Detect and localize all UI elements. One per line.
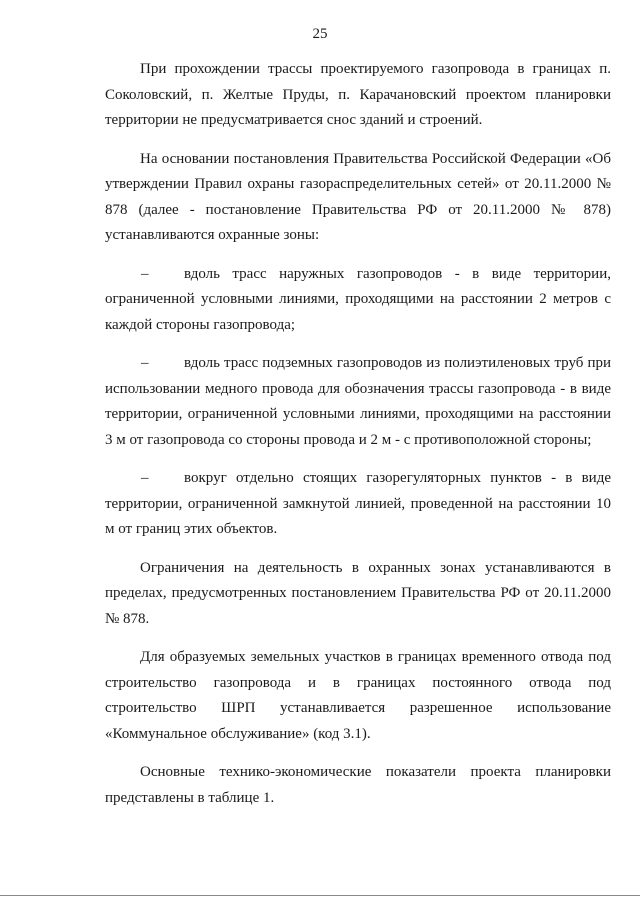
list-item-text: вокруг отдельно стоящих газорегуляторных пунктов - в виде территории, ограниченной замкнутой линией, проведенной на расстоянии 10 м от границ этих объектов. [105,470,611,537]
paragraph-land-use: Для образуемых земельных участков в границах временного отвода под строительство газопровода и в границах постоянного отвода под строительство ШРП устанавливается разрешенное использование «Коммунальное обслуживание» (код 3.1). [105,649,611,742]
document-body [105,57,611,824]
paragraph-restrictions: Ограничения на деятельность в охранных зонах устанавливаются в пределах, предусмотренных постановлением Правительства РФ от 20.11.2000 № 878. [105,559,611,627]
page-number: 25 [312,26,328,42]
list-dash: – [141,265,149,282]
list-item-text: вдоль трасс подземных газопроводов из полиэтиленовых труб при использовании медного провода для обозначения трассы газопровода - в виде территории, ограниченной условными линиями, проходящими на расстоянии 3 м от газопровода со стороны провода и 2 м - с противоположной стороны; [105,355,611,448]
list-item-text: вдоль трасс наружных газопроводов - в виде территории, ограниченной условными линиями, проходящими на расстоянии 2 метров с каждой стороны газопровода; [105,265,611,333]
list-item-gas-regulator-points [105,466,611,543]
list-dash: – [141,470,149,486]
paragraph-protection-zones-basis: На основании постановления Правительства Российской Федерации «Об утверждении Правил охраны газораспределительных сетей» от 20.11.2000 № 878 (далее - постановление Правительства РФ от 20.11.2000 № 878) устанавливаются охранные зоны: [105,150,611,243]
list-item-underground-pipelines [105,351,611,453]
list-dash: – [141,355,149,371]
bottom-edge-line [0,895,640,896]
list-item-outdoor-pipelines [105,262,611,339]
paragraph-indicators: Основные технико-экономические показатели проекта планировки представлены в таблице 1. [105,764,611,806]
paragraph-demolition: При прохождении трассы проектируемого газопровода в границах п. Соколовский, п. Желтые Пруды, п. Карачановский проектом планировки территории не предусматривается снос зданий и строений. [105,61,611,128]
